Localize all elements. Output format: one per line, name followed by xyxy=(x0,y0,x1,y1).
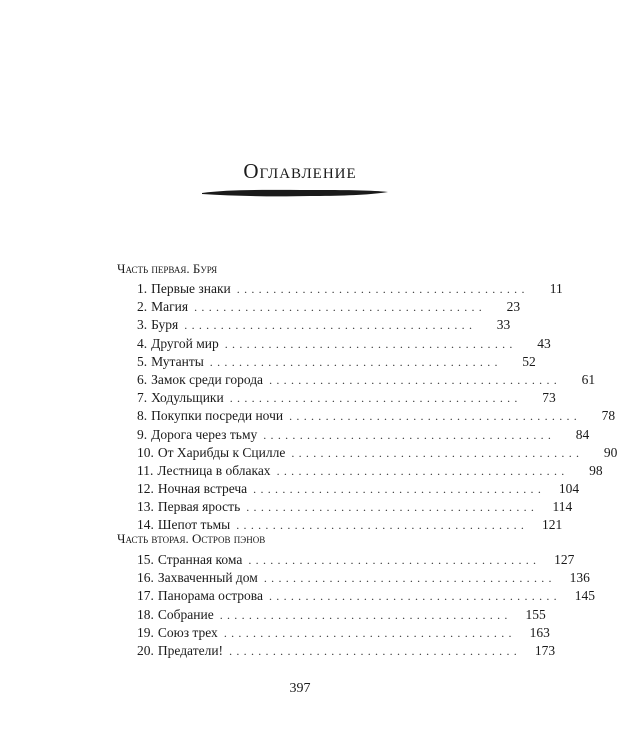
chapter-number: 20. xyxy=(137,642,154,658)
dot-leader: ........................................ xyxy=(223,625,516,640)
chapter-title: Буря xyxy=(151,317,179,333)
dot-leader: ........................................ xyxy=(229,643,522,658)
page-number: 121 xyxy=(541,517,563,533)
chapter-title: Первая ярость xyxy=(157,499,241,515)
chapter-title: Лестница в облаках xyxy=(157,462,271,478)
toc-entry xyxy=(137,480,580,498)
chapter-title: Магия xyxy=(151,299,189,315)
page-number: 73 xyxy=(542,390,556,406)
toc-entry xyxy=(137,624,550,642)
chapter-title: Покупки посреди ночи xyxy=(151,408,284,424)
page-number: 90 xyxy=(603,444,617,460)
chapter-number: 17. xyxy=(137,588,154,604)
page-number: 33 xyxy=(496,317,511,333)
page-number: 145 xyxy=(574,588,595,604)
toc-list-part-1 xyxy=(137,280,617,535)
dot-leader: ........................................ xyxy=(276,463,569,478)
page-number: 127 xyxy=(554,552,575,567)
chapter-number: 14. xyxy=(137,517,154,533)
page-number: 11 xyxy=(549,281,563,296)
dot-leader: ........................................ xyxy=(219,607,512,622)
toc-entry xyxy=(137,444,617,462)
chapter-number: 16. xyxy=(137,570,154,586)
chapter-title: Панорама острова xyxy=(157,588,263,604)
part-heading-2: Часть вторая. Остров пэнов xyxy=(117,531,266,546)
chapter-number: 13. xyxy=(137,499,154,515)
chapter-number: 6. xyxy=(137,371,148,387)
chapter-title: Другой мир xyxy=(151,335,219,351)
chapter-title: Ночная встреча xyxy=(157,481,248,497)
toc-entry xyxy=(137,298,521,316)
dot-leader: ........................................ xyxy=(263,427,556,442)
dot-leader: ........................................ xyxy=(268,589,561,604)
toc-entry xyxy=(137,551,575,569)
chapter-number: 5. xyxy=(137,353,148,369)
chapter-number: 18. xyxy=(137,606,154,622)
chapter-number: 8. xyxy=(137,408,148,424)
page-number: 84 xyxy=(575,426,590,442)
toc-entry xyxy=(137,353,536,371)
toc-entry xyxy=(137,335,551,353)
page-number: 114 xyxy=(552,499,573,515)
toc-entry xyxy=(137,569,590,587)
dot-leader: ........................................ xyxy=(291,445,584,460)
chapter-title: Собрание xyxy=(157,606,214,622)
chapter-number: 10. xyxy=(137,444,154,460)
toc-entry xyxy=(137,498,573,516)
chapter-title: Ходульщики xyxy=(151,390,224,406)
page-number: 23 xyxy=(506,299,521,315)
chapter-number: 4. xyxy=(137,335,148,351)
chapter-number: 12. xyxy=(137,481,154,497)
page-number: 155 xyxy=(525,606,546,622)
chapter-title: Замок среди города xyxy=(151,371,264,387)
chapter-number: 15. xyxy=(137,552,154,567)
chapter-number: 2. xyxy=(137,299,148,315)
chapter-title: От Харибды к Сцилле xyxy=(157,444,286,460)
page-number: 78 xyxy=(601,408,616,424)
chapter-number: 7. xyxy=(137,390,148,406)
toc-list-part-2 xyxy=(137,551,595,660)
page-number-footer: 397 xyxy=(289,681,311,696)
page-number: 52 xyxy=(522,353,536,369)
toc-entry xyxy=(137,587,595,605)
toc-entry xyxy=(137,462,603,480)
toc-entry xyxy=(137,280,563,298)
chapter-title: Захваченный дом xyxy=(157,570,258,586)
page-number: 163 xyxy=(529,624,550,640)
page-number: 104 xyxy=(558,481,580,497)
decorative-brush-stroke xyxy=(200,186,390,200)
dot-leader: ........................................ xyxy=(236,518,529,533)
chapter-title: Предатели! xyxy=(157,642,224,658)
dot-leader: ........................................ xyxy=(253,482,546,497)
page-number: 136 xyxy=(569,570,590,586)
dot-leader: ........................................ xyxy=(194,300,487,315)
page-number: 61 xyxy=(581,371,596,387)
chapter-number: 9. xyxy=(137,426,148,442)
chapter-title: Союз трех xyxy=(157,624,218,640)
dot-leader: ........................................ xyxy=(224,336,517,351)
part-heading-1: Часть первая. Буря xyxy=(117,261,218,276)
chapter-title: Мутанты xyxy=(151,353,204,369)
chapter-number: 11. xyxy=(137,462,154,478)
chapter-number: 19. xyxy=(137,624,154,640)
chapter-title: Дорога через тьму xyxy=(151,426,258,442)
page-number: 98 xyxy=(589,462,603,478)
toc-entry xyxy=(137,426,590,444)
dot-leader: ........................................ xyxy=(269,372,562,387)
toc-entry xyxy=(137,389,556,407)
dot-leader: ........................................ xyxy=(248,553,541,567)
chapter-number: 3. xyxy=(137,317,148,333)
toc-entry xyxy=(137,371,596,389)
chapter-number: 1. xyxy=(137,281,148,296)
toc-entry xyxy=(137,606,546,624)
dot-leader: ........................................ xyxy=(246,500,539,515)
dot-leader: ........................................ xyxy=(263,571,556,586)
chapter-title: Шепот тьмы xyxy=(157,517,231,533)
toc-entry xyxy=(137,316,511,334)
page-title: Оглавление xyxy=(243,159,357,183)
dot-leader: ........................................ xyxy=(229,391,522,406)
chapter-title: Первые знаки xyxy=(151,281,231,296)
dot-leader: ........................................ xyxy=(209,354,502,369)
dot-leader: ........................................ xyxy=(184,318,477,333)
page-number: 173 xyxy=(534,642,556,658)
page-number: 43 xyxy=(537,335,551,351)
chapter-title: Странная кома xyxy=(157,552,243,567)
toc-entry xyxy=(137,642,556,660)
dot-leader: ........................................ xyxy=(289,409,582,424)
toc-entry xyxy=(137,407,616,425)
dot-leader: ........................................ xyxy=(236,282,529,296)
